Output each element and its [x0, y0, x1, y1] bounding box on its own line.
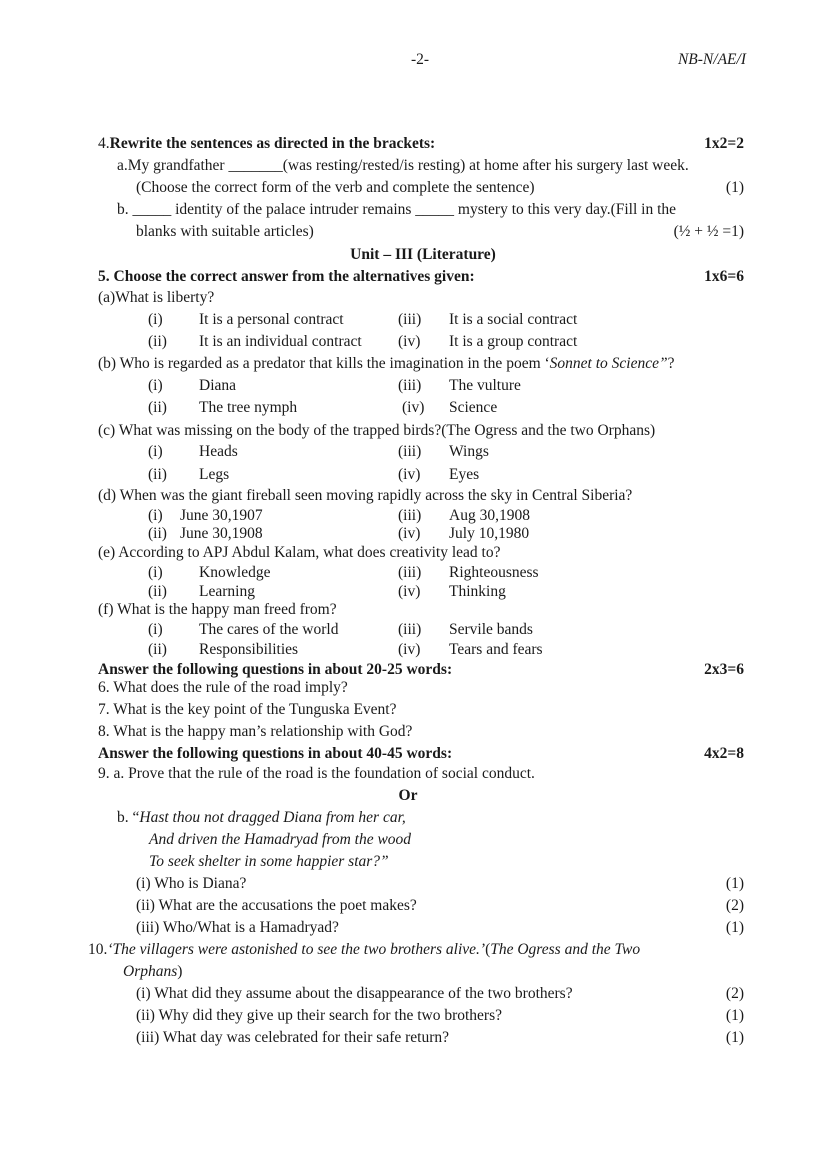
q5c-opt2-num: (ii) [148, 466, 167, 483]
q5d-opt3-num: (iii) [398, 507, 422, 524]
q5c-opt3-text: Wings [449, 443, 489, 460]
q5f-opt3-num: (iii) [398, 621, 422, 638]
q10-line1: 10.‘The villagers were astonished to see the two brothers alive.’(The Ogress and the Two [88, 941, 641, 958]
q9b-poem-line2: And driven the Hamadryad from the wood [149, 831, 412, 848]
q9b-ii: (ii) What are the accusations the poet makes? [136, 897, 417, 914]
q10-i-mark: (2) [725, 985, 744, 1002]
long-answer-marks: 4x2=8 [704, 745, 744, 762]
q9b-i-mark: (1) [725, 875, 744, 892]
q5e-opt1-num: (i) [148, 564, 163, 581]
q5f-opt2-num: (ii) [148, 641, 167, 658]
q5b-opt1-num: (i) [148, 377, 163, 394]
q5b-opt4-text: Science [449, 399, 498, 416]
q5b-question: (b) Who is regarded as a predator that kills the imagination in the poem ‘Sonnet to Science”? [98, 355, 675, 372]
q5d-opt4-text: July 10,1980 [449, 525, 530, 542]
q5f-question: (f) What is the happy man freed from? [98, 601, 337, 618]
q5d-opt3-text: Aug 30,1908 [449, 507, 530, 524]
paper-code: NB-N/AE/I [677, 51, 746, 68]
q5d-opt1-text: June 30,1907 [180, 507, 263, 524]
short-answer-marks: 2x3=6 [704, 661, 744, 678]
unit-heading: Unit – III (Literature) [350, 246, 496, 263]
q5e-opt4-text: Thinking [449, 583, 506, 600]
q5a-opt4-num: (iv) [398, 333, 421, 350]
q5b-opt1-text: Diana [199, 377, 237, 394]
q5b-opt3-num: (iii) [398, 377, 422, 394]
q10-ii: (ii) Why did they give up their search for the two brothers? [136, 1007, 503, 1024]
q7: 7. What is the key point of the Tunguska Event? [98, 701, 397, 718]
q5c-opt3-num: (iii) [398, 443, 422, 460]
q9b-poem-line3: To seek shelter in some happier star?” [149, 853, 389, 870]
q5a-opt1-text: It is a personal contract [199, 311, 344, 328]
q10-line2: Orphans) [123, 963, 183, 980]
q5e-opt3-text: Righteousness [449, 564, 539, 581]
q5a-question: (a)What is liberty? [98, 289, 215, 306]
q5a-opt4-text: It is a group contract [449, 333, 578, 350]
q5e-question: (e) According to APJ Abdul Kalam, what does creativity lead to? [98, 544, 501, 561]
q5f-opt3-text: Servile bands [449, 621, 533, 638]
q5c-opt4-num: (iv) [398, 466, 421, 483]
q5d-question: (d) When was the giant fireball seen moving rapidly across the sky in Central Siberia? [98, 487, 633, 504]
q5e-opt3-num: (iii) [398, 564, 422, 581]
q5b-opt2-num: (ii) [148, 399, 167, 416]
q5d-opt4-num: (iv) [398, 525, 421, 542]
q4a-mark: (1) [725, 179, 744, 196]
q5a-opt3-num: (iii) [398, 311, 422, 328]
q10-ii-mark: (1) [725, 1007, 744, 1024]
short-answer-heading: Answer the following questions in about 20-25 words: [98, 661, 453, 678]
q5e-opt4-num: (iv) [398, 583, 421, 600]
q4-marks: 1x2=2 [704, 135, 744, 152]
q6: 6. What does the rule of the road imply? [98, 679, 348, 696]
q5a-opt3-text: It is a social contract [449, 311, 578, 328]
long-answer-heading: Answer the following questions in about 40-45 words: [98, 745, 453, 762]
q5c-opt4-text: Eyes [449, 466, 480, 483]
q5a-opt1-num: (i) [148, 311, 163, 328]
q9b-iii-mark: (1) [725, 919, 744, 936]
q5f-opt2-text: Responsibilities [199, 641, 299, 658]
q8: 8. What is the happy man’s relationship with God? [98, 723, 413, 740]
q9b-iii: (iii) Who/What is a Hamadryad? [136, 919, 339, 936]
q5a-opt2-text: It is an individual contract [199, 333, 362, 350]
q5e-opt2-text: Learning [199, 583, 255, 600]
q5b-opt2-text: The tree nymph [199, 399, 298, 416]
q4-heading: 4.Rewrite the sentences as directed in the brackets: [98, 135, 436, 152]
q10-i: (i) What did they assume about the disappearance of the two brothers? [136, 985, 573, 1002]
q4a-line2: (Choose the correct form of the verb and complete the sentence) [136, 179, 535, 196]
q4b-line2: blanks with suitable articles) [136, 223, 314, 240]
q5b-opt3-text: The vulture [449, 377, 521, 394]
q9b-i: (i) Who is Diana? [136, 875, 247, 892]
q5d-opt2-num: (ii) [148, 525, 167, 542]
q5d-opt1-num: (i) [148, 507, 163, 524]
q5f-opt4-text: Tears and fears [449, 641, 543, 658]
q5b-opt4-num: (iv) [402, 399, 425, 416]
q9a: 9. a. Prove that the rule of the road is the foundation of social conduct. [98, 765, 535, 782]
q5f-opt4-num: (iv) [398, 641, 421, 658]
q10-iii-mark: (1) [725, 1029, 744, 1046]
q5c-opt2-text: Legs [199, 466, 230, 483]
q5e-opt1-text: Knowledge [199, 564, 271, 581]
q5f-opt1-num: (i) [148, 621, 163, 638]
q5-heading: 5. Choose the correct answer from the alternatives given: [98, 268, 475, 285]
page-number: -2- [410, 51, 430, 68]
q9b-poem-line1: b. “Hast thou not dragged Diana from her car, [117, 809, 406, 826]
q4a-line1: a.My grandfather _______(was resting/rested/is resting) at home after his surgery last week. [117, 157, 689, 174]
q5c-opt1-text: Heads [199, 443, 238, 460]
q10-iii: (iii) What day was celebrated for their safe return? [136, 1029, 450, 1046]
q5-marks: 1x6=6 [704, 268, 744, 285]
q5e-opt2-num: (ii) [148, 583, 167, 600]
q9b-ii-mark: (2) [725, 897, 744, 914]
q5d-opt2-text: June 30,1908 [180, 525, 263, 542]
q4b-mark: (½ + ½ =1) [673, 223, 744, 240]
q5a-opt2-num: (ii) [148, 333, 167, 350]
q5f-opt1-text: The cares of the world [199, 621, 339, 638]
q4b-line1: b. _____ identity of the palace intruder remains _____ mystery to this very day.(Fill in the [117, 201, 677, 218]
q5c-opt1-num: (i) [148, 443, 163, 460]
q5c-question: (c) What was missing on the body of the trapped birds?(The Ogress and the two Orphans) [98, 422, 656, 439]
or-divider: Or [398, 787, 418, 804]
